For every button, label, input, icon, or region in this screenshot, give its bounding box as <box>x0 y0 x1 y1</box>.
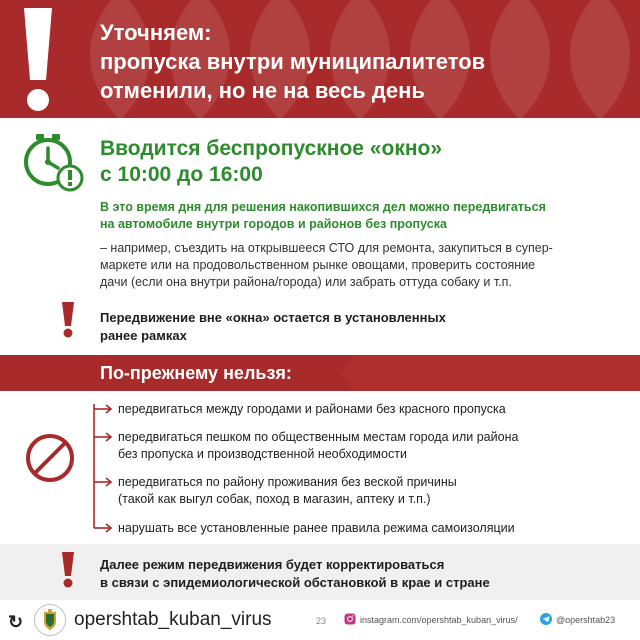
header-banner <box>0 0 640 118</box>
no-entry-icon <box>24 432 76 484</box>
telegram-link[interactable]: @opershtab23 <box>556 615 616 625</box>
window-examples <box>100 240 620 291</box>
list-item-line: передвигаться по району проживания без веской причины <box>118 475 457 489</box>
page-title <box>100 18 485 105</box>
list-item-line: передвигаться между городами и районами без красного пропуска <box>118 402 506 416</box>
window-examples-line: дачи (если она внутри района/города) или забрать оттуда собаку и т.п. <box>100 275 512 289</box>
section-ribbon <box>0 355 640 391</box>
prohibited-heading: По-прежнему нельзя: <box>100 363 292 383</box>
instagram-icon <box>344 613 356 625</box>
footer-note <box>100 556 490 592</box>
clock-icon <box>18 128 84 194</box>
note-line: Передвижение вне «окна» остается в установленных <box>100 310 446 325</box>
title-line: Уточняем: <box>100 20 212 45</box>
window-examples-line: – например, съездить на открывшееся СТО для ремонта, закупиться в супер- <box>100 241 553 255</box>
list-item-line: (такой как выгул собак, поход в магазин, аптеку и т.п.) <box>118 492 431 506</box>
list-item <box>118 429 618 463</box>
list-item-line: нарушать все установленные ранее правила режима самоизоляции <box>118 521 515 535</box>
note-line: ранее рамках <box>100 328 187 343</box>
instagram-link[interactable]: instagram.com/opershtab_kuban_virus/ <box>360 615 518 625</box>
exclamation-icon <box>60 552 76 588</box>
window-description <box>100 199 620 233</box>
window-description-line: В это время дня для решения накопившихся дел можно передвигаться <box>100 200 546 214</box>
repost-username[interactable]: opershtab_kuban_virus <box>74 609 272 630</box>
telegram-icon <box>540 613 552 625</box>
repost-handle-fragment: 23 <box>316 616 327 626</box>
list-item <box>118 401 618 418</box>
window-heading-line: с 10:00 до 16:00 <box>100 163 263 186</box>
exclamation-icon <box>60 302 76 338</box>
list-item <box>118 474 618 508</box>
title-line: отменили, но не на весь день <box>100 78 425 103</box>
note-line: Далее режим передвижения будет корректироваться <box>100 557 445 572</box>
note-line: в связи с эпидемиологической обстановкой в крае и стране <box>100 575 490 590</box>
exclamation-icon <box>18 8 58 112</box>
window-heading-line: Вводится беспропускное «окно» <box>100 137 443 160</box>
avatar[interactable] <box>34 604 66 636</box>
list-item <box>118 520 618 537</box>
window-outside-note <box>100 309 446 345</box>
list-item-line: передвигаться пешком по общественным местам города или района <box>118 430 519 444</box>
window-examples-line: маркете или на продовольственном рынке овощами, проверить состояние <box>100 258 536 272</box>
crest-icon <box>35 605 65 635</box>
repost-icon[interactable]: ↻ <box>8 612 24 632</box>
window-description-line: на автомобиле внутри городов и районов без пропуска <box>100 217 447 231</box>
list-connector <box>86 400 116 540</box>
title-line: пропуска внутри муниципалитетов <box>100 49 486 74</box>
window-heading <box>100 136 442 188</box>
list-item-line: без пропуска и производственной необходимости <box>118 447 407 461</box>
